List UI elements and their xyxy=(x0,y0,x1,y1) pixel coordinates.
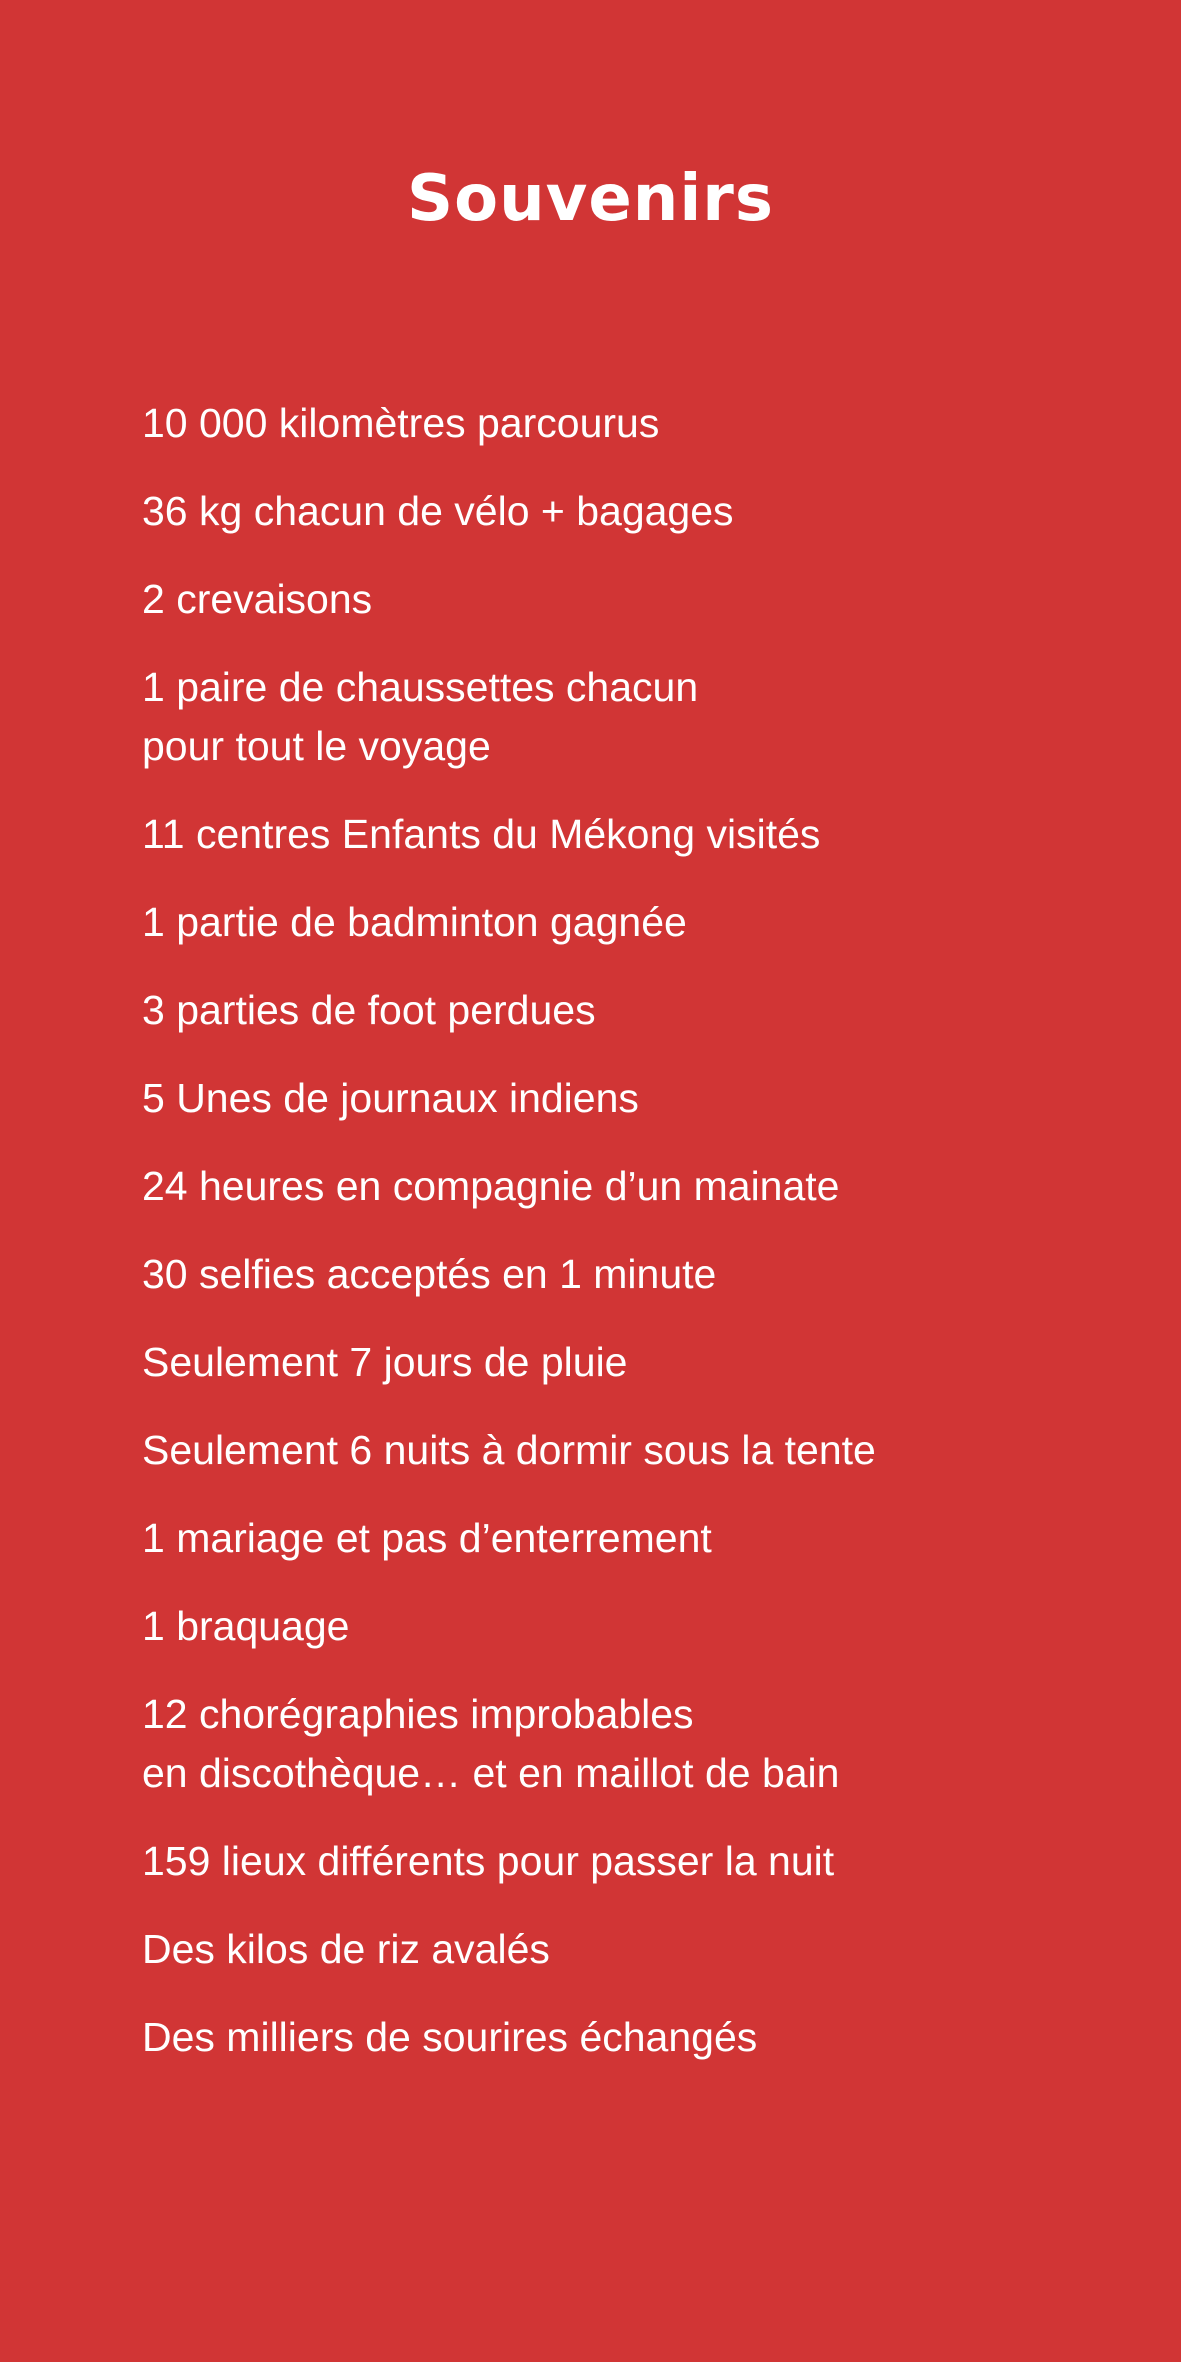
list-item: 2 crevaisons xyxy=(142,576,373,622)
list-item: 30 selfies acceptés en 1 minute xyxy=(142,1251,717,1297)
list-item: Des milliers de sourires échangés xyxy=(142,2014,758,2060)
list-item: 1 paire de chaussettes chacun pour tout le voyage xyxy=(142,664,699,769)
list-item: 1 mariage et pas d’enterrement xyxy=(142,1515,712,1561)
list-item: 159 lieux différents pour passer la nuit xyxy=(142,1838,835,1884)
list-item: Seulement 7 jours de pluie xyxy=(142,1339,628,1385)
list-item: Seulement 6 nuits à dormir sous la tente xyxy=(142,1427,876,1473)
souvenirs-list xyxy=(142,394,1122,2096)
list-item: 5 Unes de journaux indiens xyxy=(142,1075,639,1121)
list-item: 10 000 kilomètres parcourus xyxy=(142,400,660,446)
list-item: Des kilos de riz avalés xyxy=(142,1926,550,1972)
list-item: 24 heures en compagnie d’un mainate xyxy=(142,1163,840,1209)
page-title: Souvenirs xyxy=(407,161,774,236)
list-item: 1 partie de badminton gagnée xyxy=(142,899,687,945)
list-item: 12 chorégraphies improbables en discothèque… et en maillot de bain xyxy=(142,1691,840,1796)
list-item: 11 centres Enfants du Mékong visités xyxy=(142,811,821,857)
list-item: 1 braquage xyxy=(142,1603,350,1649)
list-item: 36 kg chacun de vélo + bagages xyxy=(142,488,734,534)
list-item: 3 parties de foot perdues xyxy=(142,987,596,1033)
